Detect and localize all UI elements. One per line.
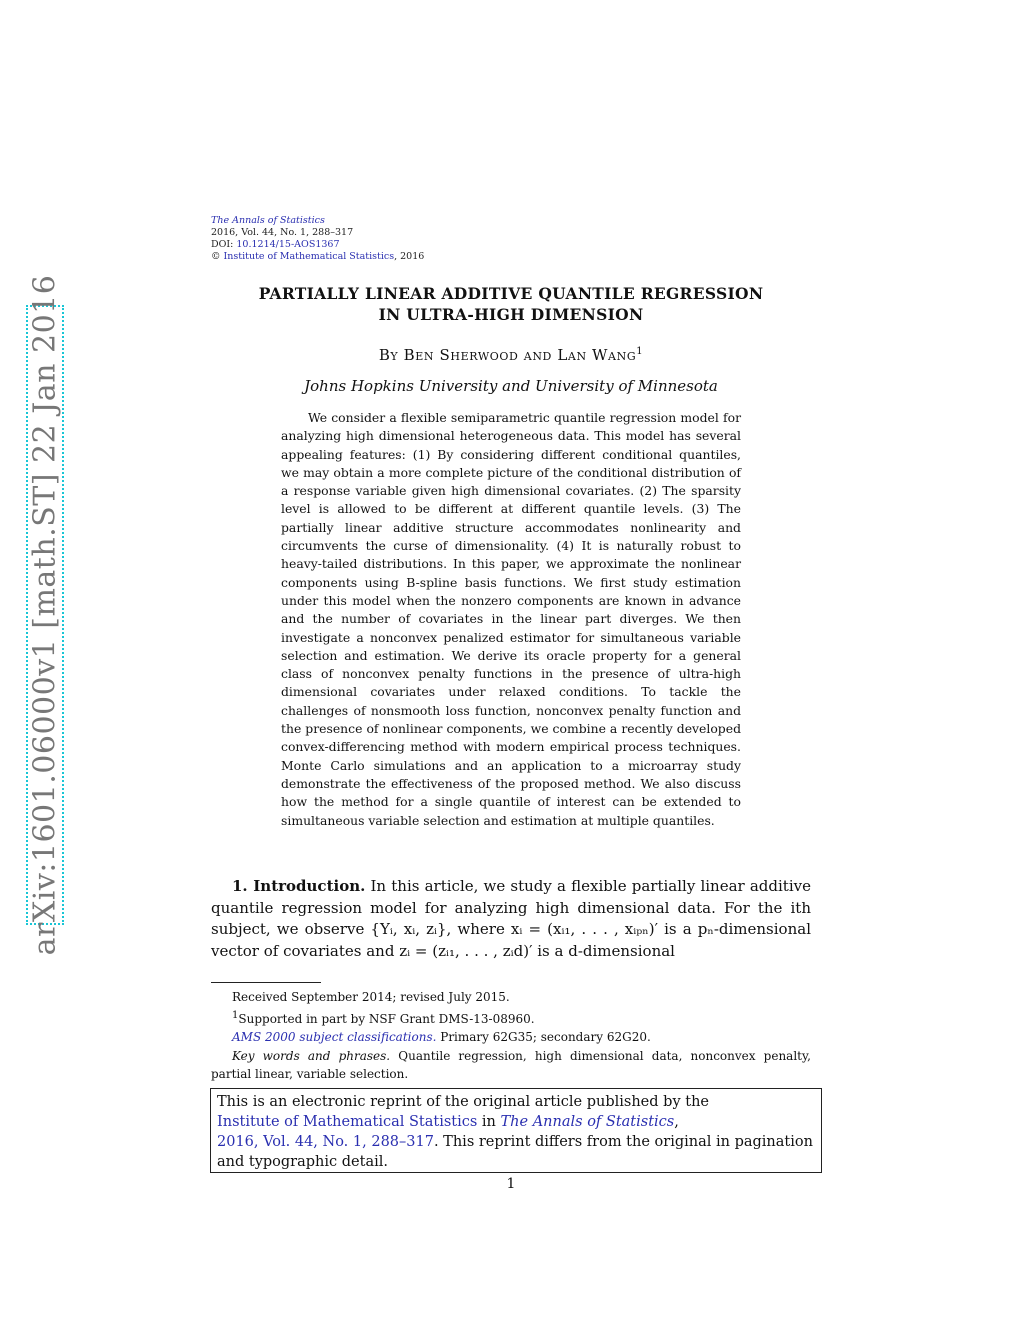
title-line-1: PARTIALLY LINEAR ADDITIVE QUANTILE REGRESSION: [258, 284, 764, 303]
footnote-rule: [211, 982, 321, 983]
support-text: Supported in part by NSF Grant DMS-13-08960.: [238, 1011, 535, 1026]
arxiv-identifier[interactable]: arXiv:1601.06000v1 [math.ST] 22 Jan 2016: [27, 274, 63, 956]
introduction-paragraph: [211, 876, 811, 962]
ams-text: Primary 62G35; secondary 62G20.: [440, 1030, 651, 1044]
keywords-note: [211, 1047, 811, 1084]
keywords-label: Key words and phrases.: [232, 1048, 391, 1063]
page-number: 1: [506, 1176, 516, 1192]
title-line-2: IN ULTRA-HIGH DIMENSION: [378, 305, 644, 324]
introduction-text: In this article, we study a flexible partially linear additive quantile regression model for analyzing high dimensional data. For the ith subject, we observe {Yᵢ, xᵢ, zᵢ}, where xᵢ = (xᵢ₁, . . . , xᵢₚₙ)′ is a pₙ-dimensional vector of covariates and zᵢ = (zᵢ₁, . . . , zᵢd)′ is a d-dimensional: [211, 877, 811, 960]
section-heading: 1. Introduction.: [232, 877, 366, 895]
abstract: We consider a flexible semiparametric quantile regression model for analyzing high dimensional heterogeneous data. This model has several appealing features: (1) By considering different conditional quantiles, we may obtain a more complete picture of the conditional distribution of a response variable given high dimensional covariates. (2) The sparsity level is allowed to be different at different quantile levels. (3) The partially linear additive structure accommodates nonlinearity and circumvents the curse of dimensionality. (4) It is naturally robust to heavy-tailed distributions. In this paper, we approximate the nonlinear components using B-spline basis functions. We first study estimation under this model when the nonzero components are known in advance and the number of covariates in the linear part diverges. We then investigate a nonconvex penalized estimator for simultaneous variable selection and estimation. We derive its oracle property for a general class of nonconvex penalty functions in the presence of ultra-high dimensional covariates under relaxed conditions. To tackle the challenges of nonsmooth loss function, nonconvex penalty function and the presence of nonlinear components, we combine a recently developed convex-differencing method with modern empirical process techniques. Monte Carlo simulations and an application to a microarray study demonstrate the effectiveness of the proposed method. We also discuss how the method for a single quantile of interest can be extended to simultaneous variable selection and estimation at multiple quantiles.: [281, 410, 741, 828]
affiliation: Johns Hopkins University and University of Minnesota: [304, 377, 718, 395]
author-names: By Ben Sherwood and Lan Wang: [378, 346, 637, 364]
reprint-journal-link[interactable]: The Annals of Statistics: [500, 1114, 675, 1130]
copyright-line: [211, 251, 424, 263]
paper-title: [211, 283, 811, 325]
copyright-symbol: ©: [211, 251, 221, 262]
keywords-text: Quantile regression, high dimensional data, nonconvex penalty, partial linear, variable selection.: [211, 1048, 811, 1081]
reprint-line-1: This is an electronic reprint of the original article published by the: [217, 1094, 709, 1110]
author-footnote-mark[interactable]: 1: [636, 346, 644, 357]
support-mark: 1: [232, 1009, 239, 1021]
publisher-link[interactable]: Institute of Mathematical Statistics: [223, 251, 395, 262]
copyright-year: , 2016: [394, 251, 425, 262]
reprint-in-word: in: [477, 1114, 501, 1130]
doi-line: [211, 239, 424, 251]
ams-classification-link[interactable]: AMS 2000 subject classifications.: [232, 1030, 437, 1044]
reprint-rest: . This reprint differs from the original in pagination and typographic detail.: [217, 1134, 813, 1170]
journal-name-link[interactable]: The Annals of Statistics: [211, 215, 325, 226]
doi-link[interactable]: 10.1214/15-AOS1367: [236, 239, 340, 250]
reprint-volume-link[interactable]: 2016, Vol. 44, No. 1, 288–317: [217, 1134, 434, 1150]
doi-label: DOI:: [211, 239, 234, 250]
received-note: Received September 2014; revised July 2015.: [232, 990, 510, 1004]
journal-info: [211, 215, 424, 263]
reprint-notice: [210, 1088, 822, 1173]
footnotes: [211, 988, 811, 1084]
authors: [211, 346, 811, 364]
reprint-comma: ,: [674, 1114, 679, 1130]
support-note: [211, 1007, 811, 1029]
reprint-publisher-link[interactable]: Institute of Mathematical Statistics: [217, 1114, 478, 1130]
ams-note: [211, 1028, 811, 1047]
volume-line: 2016, Vol. 44, No. 1, 288–317: [211, 227, 354, 238]
